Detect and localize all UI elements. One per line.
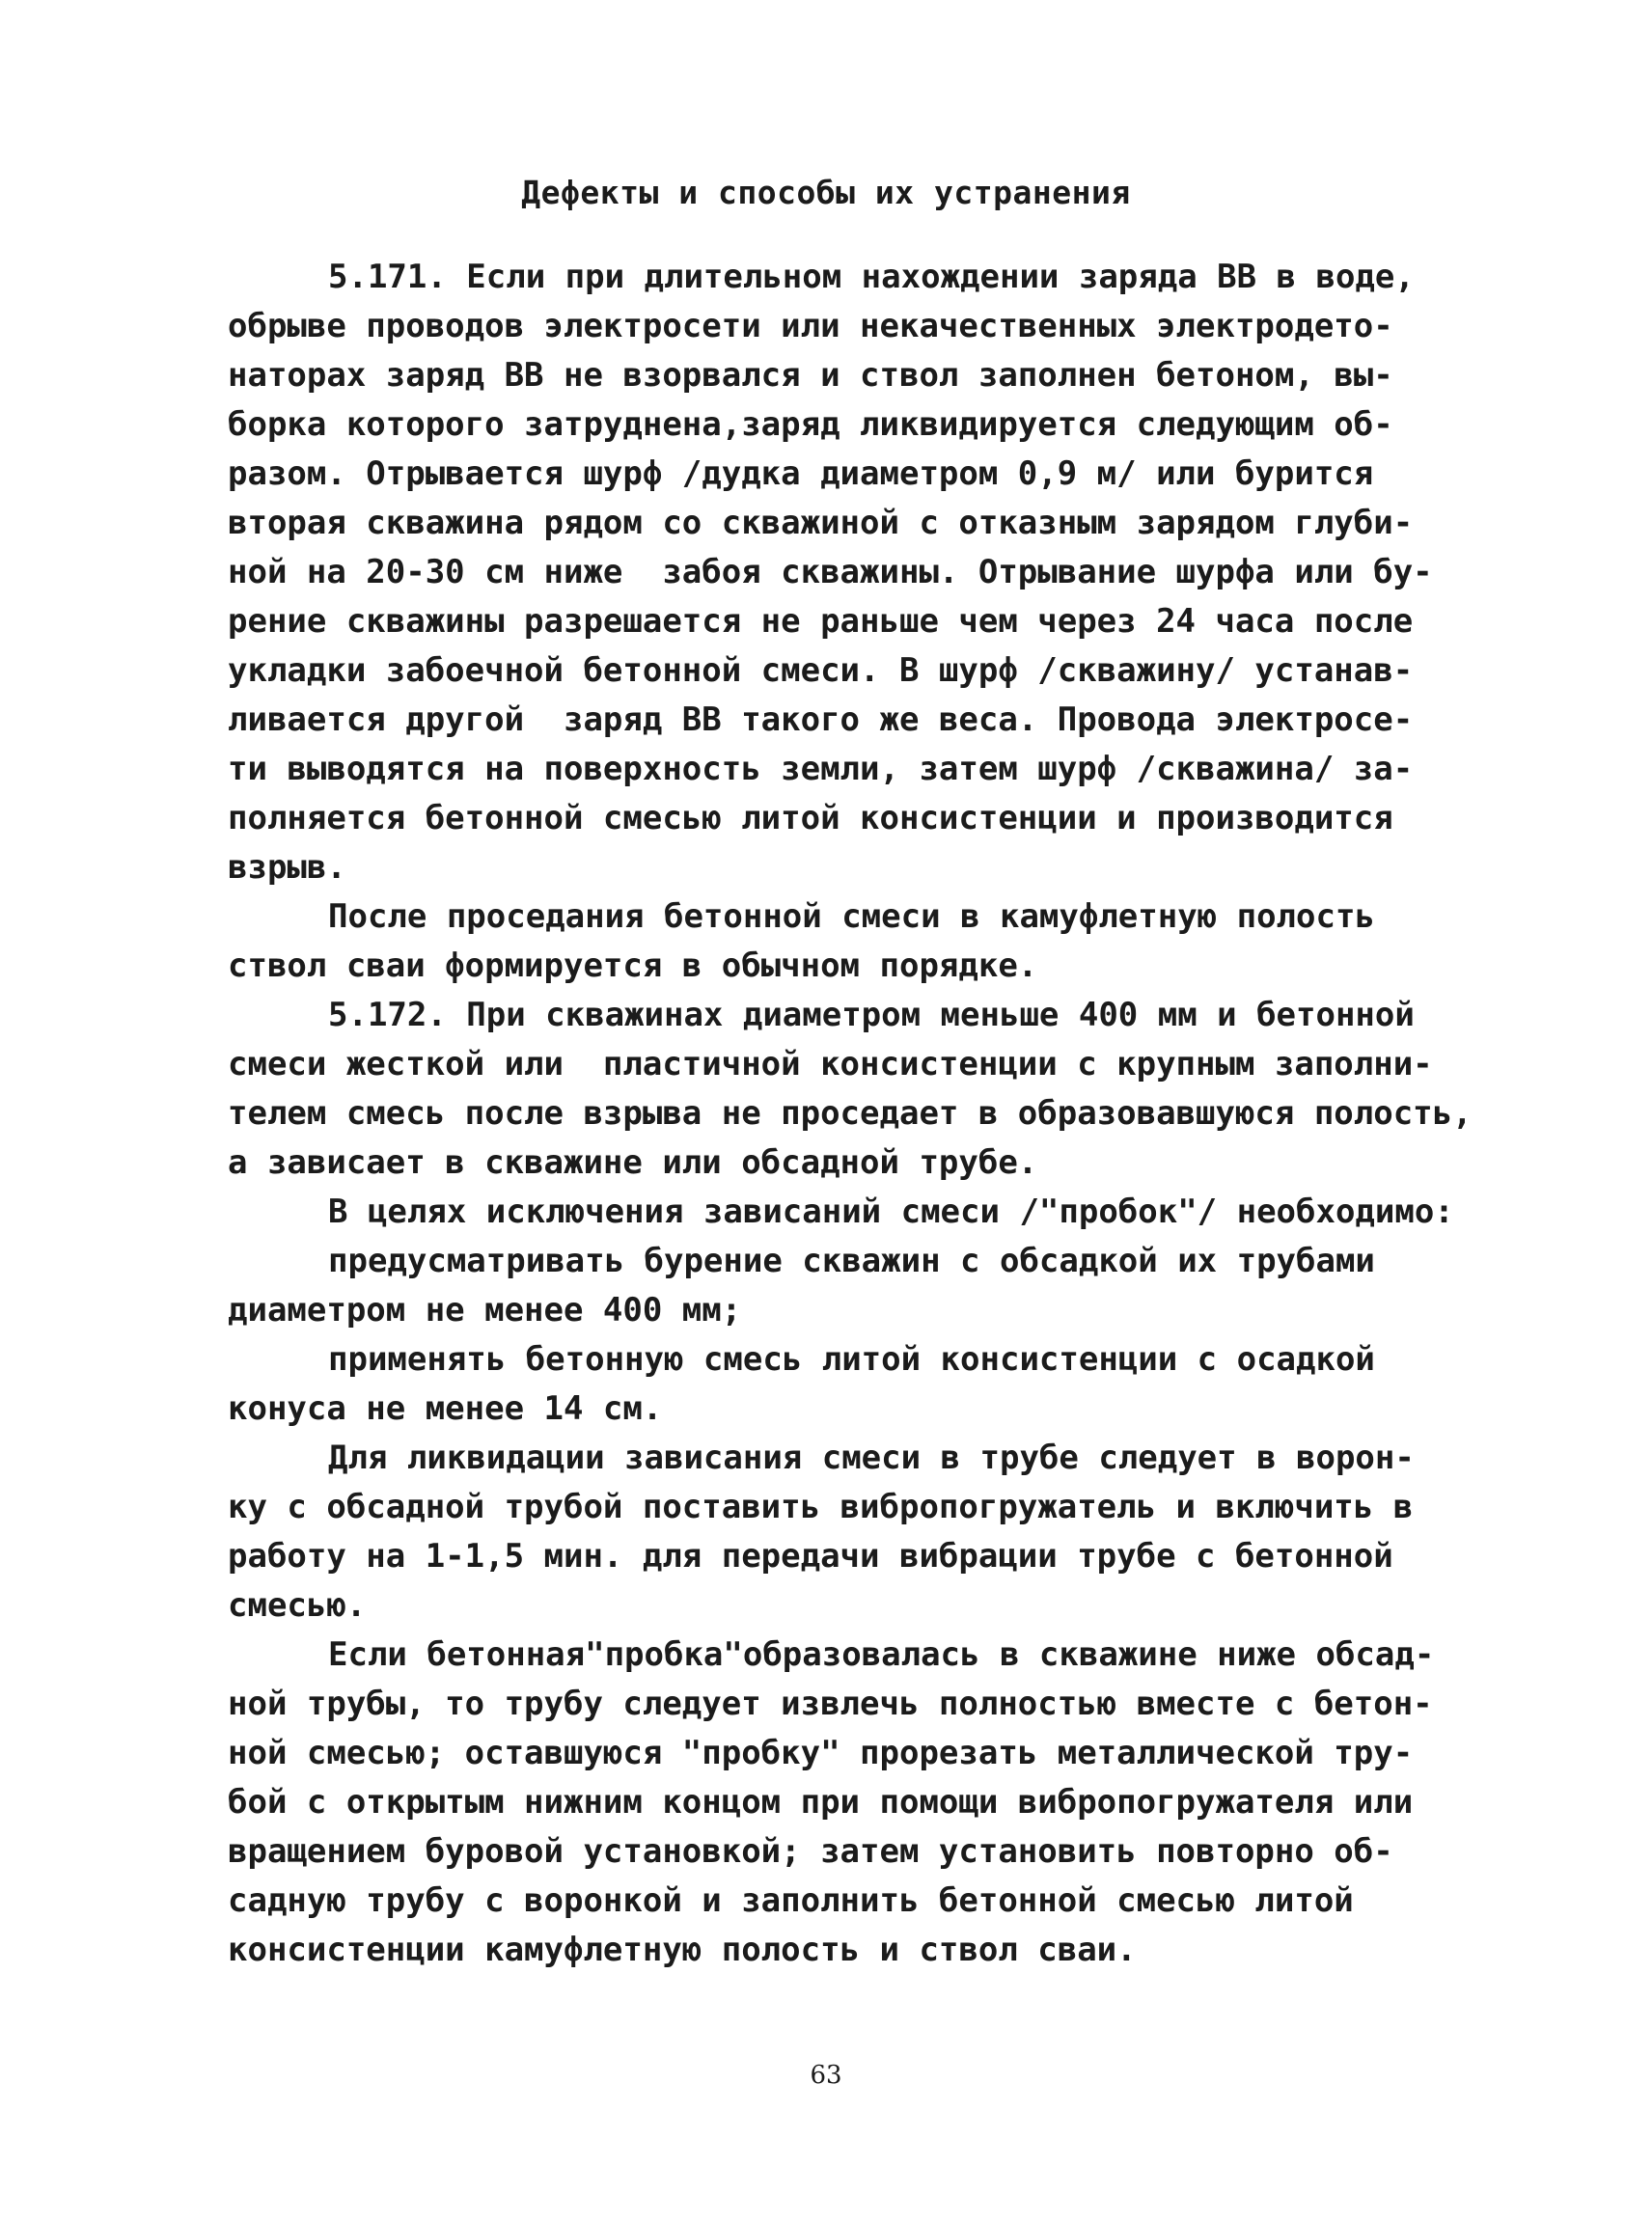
text-line: диаметром не менее 400 мм; bbox=[228, 1291, 742, 1330]
text-line: ной трубы, то трубу следует извлечь полностью вместе с бетон- bbox=[228, 1685, 1433, 1723]
text-line: обрыве проводов электросети или некачественных электродето- bbox=[228, 307, 1393, 345]
text-line: полняется бетонной смесью литой консистенции и производится bbox=[228, 799, 1393, 837]
body-text bbox=[228, 253, 1492, 1975]
text-line: конуса не менее 14 см. bbox=[228, 1389, 663, 1428]
text-line: ствол сваи формируется в обычном порядке. bbox=[228, 946, 1038, 985]
text-line: 5.171. Если при длительном нахождении заряда ВВ в воде, bbox=[328, 258, 1415, 296]
text-line: смеси жесткой или пластичной консистенции с крупным заполни- bbox=[228, 1045, 1433, 1083]
text-line: В целях исключения зависаний смеси /"пробок"/ необходимо: bbox=[328, 1193, 1454, 1231]
text-line: бой с открытым нижним концом при помощи вибропогружателя или bbox=[228, 1783, 1414, 1822]
text-line: Для ликвидации зависания смеси в трубе следует в ворон- bbox=[328, 1439, 1415, 1477]
text-line: ку с обсадной трубой поставить вибропогружатель и включить в bbox=[228, 1488, 1414, 1526]
text-line: Если бетонная"пробка"образовалась в скважине ниже обсад- bbox=[328, 1635, 1435, 1674]
text-line: наторах заряд ВВ не взорвался и ствол заполнен бетоном, вы- bbox=[228, 356, 1393, 395]
text-line: После проседания бетонной смеси в камуфлетную полость bbox=[328, 897, 1375, 936]
text-line: ной смесью; оставшуюся "пробку" прорезать металлической тру- bbox=[228, 1734, 1414, 1772]
text-line: ти выводятся на поверхность земли, затем шурф /скважина/ за- bbox=[228, 750, 1414, 788]
text-line: садную трубу с воронкой и заполнить бетонной смесью литой bbox=[228, 1881, 1354, 1920]
text-line: 5.172. При скважинах диаметром меньше 400 мм и бетонной bbox=[328, 996, 1415, 1034]
section-heading: Дефекты и способы их устранения bbox=[521, 174, 1131, 211]
text-line: вращением буровой установкой; затем установить повторно об- bbox=[228, 1832, 1393, 1871]
text-line: применять бетонную смесь литой консистенции с осадкой bbox=[328, 1340, 1375, 1379]
text-line: укладки забоечной бетонной смеси. В шурф /скважину/ устанав- bbox=[228, 651, 1414, 690]
text-line: работу на 1-1,5 мин. для передачи вибрации трубе с бетонной bbox=[228, 1537, 1393, 1576]
text-line: ной на 20-30 см ниже забоя скважины. Отрывание шурфа или бу- bbox=[228, 553, 1433, 591]
text-line: предусматривать бурение скважин с обсадкой их трубами bbox=[328, 1242, 1375, 1280]
text-line: разом. Отрывается шурф /дудка диаметром 0,9 м/ или бурится bbox=[228, 454, 1374, 493]
text-line: вторая скважина рядом со скважиной с отказным зарядом глуби- bbox=[228, 504, 1414, 542]
text-line: телем смесь после взрыва не проседает в образовавшуюся полость, bbox=[228, 1094, 1473, 1133]
text-line: а зависает в скважине или обсадной трубе. bbox=[228, 1143, 1038, 1182]
text-line: консистенции камуфлетную полость и ствол сваи. bbox=[228, 1931, 1137, 1969]
page-number: 63 bbox=[810, 2061, 842, 2090]
text-line: рение скважины разрешается не раньше чем через 24 часа после bbox=[228, 602, 1414, 641]
text-line: смесью. bbox=[228, 1586, 367, 1625]
text-line: ливается другой заряд ВВ такого же веса. Провода электросе- bbox=[228, 700, 1414, 739]
text-line: взрыв. bbox=[228, 848, 346, 887]
text-line: борка которого затруднена,заряд ликвидируется следующим об- bbox=[228, 405, 1393, 444]
